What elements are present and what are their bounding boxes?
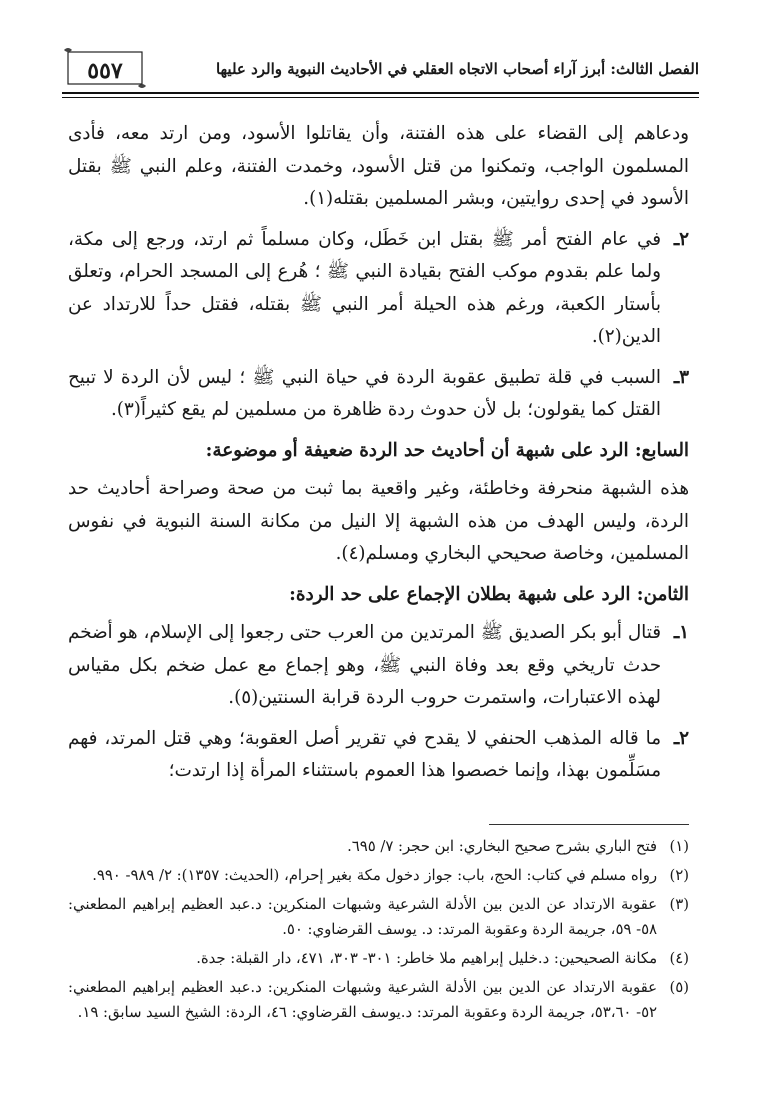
footnotes [68,834,689,1029]
footnote [68,863,689,888]
footnote-number: (٢) [669,867,689,884]
footnote-number: (٤) [669,950,689,967]
list-item [68,617,689,715]
footnote-text: رواه مسلم في كتاب: الحج، باب: جواز دخول مكة بغير إحرام، (الحديث: ١٣٥٧): ٢/ ٩٨٩- ٩٩٠. [92,867,657,884]
list-number: ٣ـ [673,366,689,388]
page-number-frame [62,44,148,88]
list-number: ٢ـ [673,228,689,250]
list-item [68,723,689,788]
list-text: ما قاله المذهب الحنفي لا يقدح في تقرير أصل العقوبة؛ وهي قتل المرتد، فهم مسَلِّمون بهذا، وإنما خصصوا هذا العموم باستثناء المرأة إذا ارتدت؛ [68,727,661,781]
running-header [62,40,699,96]
section-heading-eighth: الثامن: الرد على شبهة بطلان الإجماع على حد الردة: [289,583,689,605]
list-text: في عام الفتح أمر ﷺ بقتل ابن خَطَل، وكان مسلماً ثم ارتد، ورجع إلى مكة، ولما علم بقدوم موكب الفتح بقيادة النبي ﷺ ؛ هُرع إلى المسجد الحرام، وتعلق بأستار الكعبة، ورغم هذه الحيلة أمر النبي ﷺ بقتله، فقتل حداً للارتداد عن الدين(٢). [68,228,661,347]
footnote-text: عقوبة الارتداد عن الدين بين الأدلة الشرعية وشبهات المنكرين: د.عبد العظيم إبراهيم المطعني: ٥٨- ٥٩، جريمة الردة وعقوبة المرتد: د. يوسف القرضاوي: ٥٠. [68,896,657,938]
footnote [68,946,689,971]
list-item [68,224,689,354]
main-text [68,118,689,796]
footnote-number: (٣) [669,896,689,913]
footnote-text: عقوبة الارتداد عن الدين بين الأدلة الشرعية وشبهات المنكرين: د.عبد العظيم إبراهيم المطعني: ٥٢- ٥٣،٦٠، جريمة الردة وعقوبة المرتد: د.يوسف القرضاوي: ٤٦، الردة: الشيخ السيد سابق: ١٩. [68,979,657,1021]
intro-paragraph: ودعاهم إلى القضاء على هذه الفتنة، وأن يقاتلوا الأسود، ومن ارتد معه، فأدى المسلمون الواجب، وتمكنوا من قتل الأسود، وخمدت الفتنة، وعلم النبي ﷺ بقتل الأسود في إحدى روايتين، وبشر المسلمين بقتله(١). [68,123,689,209]
chapter-title: الفصل الثالث: أبرز آراء أصحاب الاتجاه العقلي في الأحاديث النبوية والرد عليها [215,60,699,78]
footnote-text: فتح الباري بشرح صحيح البخاري: ابن حجر: ٧/ ٦٩٥. [347,838,657,855]
footnote-number: (٥) [669,979,689,996]
list-text: السبب في قلة تطبيق عقوبة الردة في حياة النبي ﷺ ؛ ليس لأن الردة لا تبيح القتل كما يقولون؛ بل لأن حدوث ردة ظاهرة من مسلمين لم يقع كثيراً(٣). [68,366,661,420]
page-number: ٥٥٧ [87,58,123,84]
header-rule [62,92,699,98]
footnote-number: (١) [669,838,689,855]
section-heading-seventh: السابع: الرد على شبهة أن أحاديث حد الردة ضعيفة أو موضوعة: [205,439,689,461]
footnote [68,834,689,859]
footnote-separator [489,824,689,825]
footnote-text: مكانة الصحيحين: د.خليل إبراهيم ملا خاطر: ٣٠١- ٣٠٣، ٤٧١، دار القبلة: جدة. [196,950,657,967]
footnote [68,892,689,942]
section-paragraph: هذه الشبهة منحرفة وخاطئة، وغير واقعية بما ثبت من صحة وصراحة أحاديث حد الردة، وليس الهدف من هذه الشبهة إلا النيل من مكانة السنة النبوية في نفوس المسلمين، وخاصة صحيحي البخاري ومسلم(٤). [68,478,689,564]
list-item [68,362,689,427]
list-number: ٢ـ [673,727,689,749]
list-text: قتال أبو بكر الصديق ﷺ المرتدين من العرب حتى رجعوا إلى الإسلام، هو أضخم حدث تاريخي وقع بعد وفاة النبي ﷺ، وهو إجماع مع عمل ضخم بكل مقياس لهذه الاعتبارات، واستمرت حروب الردة قرابة السنتين(٥). [68,622,661,708]
footnote [68,975,689,1025]
list-number: ١ـ [673,622,689,643]
